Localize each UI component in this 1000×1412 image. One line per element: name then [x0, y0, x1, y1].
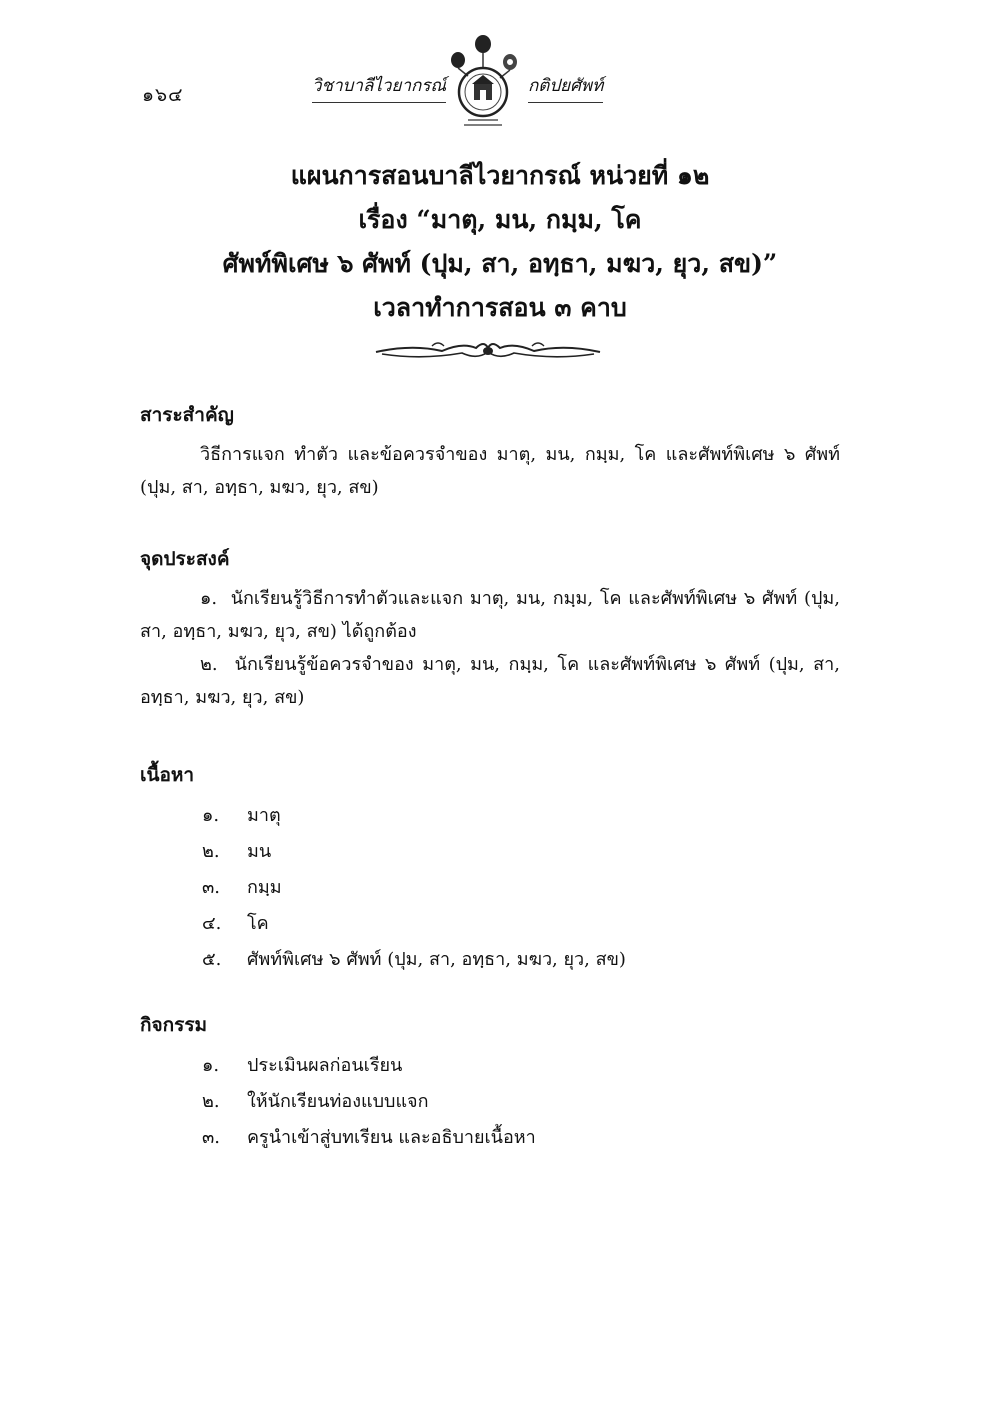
activities-section: [140, 1010, 840, 1156]
objective-2: [140, 648, 840, 714]
objective-item: [140, 582, 840, 714]
list-item: [140, 1084, 840, 1120]
list-item: [140, 834, 840, 870]
activity-2-number: ๒.: [202, 1091, 220, 1112]
content-3-number: ๓.: [202, 877, 221, 898]
running-header-left: วิชาบาลีไวยากรณ์: [312, 72, 446, 103]
content-section: [140, 760, 840, 978]
ornament-divider: [372, 338, 604, 364]
objective-2-text: นักเรียนรู้ข้อควรจำของ มาตุ, มน, กมฺม, โค และศัพท์พิเศษ ๖ ศัพท์ (ปุม, สา, อทฺธา, มฆว, ยุว, สข): [140, 654, 840, 708]
activities-list: [140, 1048, 840, 1156]
essence-text: วิธีการแจก ทำตัว และข้อควรจำของ มาตุ, มน, กมฺม, โค และศัพท์พิเศษ ๖ ศัพท์ (ปุม, สา, อทฺธา, มฆว, ยุว, สข): [140, 444, 840, 498]
activity-2-text: ให้นักเรียนท่องแบบแจก: [247, 1091, 429, 1112]
activity-1-number: ๑.: [202, 1055, 220, 1076]
essence-section: [140, 400, 840, 504]
title-line-1: แผนการสอนบาลีไวยากรณ์ หน่วยที่ ๑๒: [290, 161, 710, 190]
objective-1-number: ๑.: [200, 588, 218, 609]
content-2-number: ๒.: [202, 841, 220, 862]
objectives-section: [140, 544, 840, 714]
essence-heading: สาระสำคัญ: [140, 404, 234, 426]
content-4-text: โค: [247, 913, 269, 934]
objectives-heading: จุดประสงค์: [140, 548, 230, 570]
list-item: [140, 1120, 840, 1156]
title-block: [150, 154, 850, 330]
emblem-logo: [438, 34, 528, 130]
content-5-text: ศัพท์พิเศษ ๖ ศัพท์ (ปุม, สา, อทฺธา, มฆว, ยุว, สข): [247, 949, 626, 970]
activity-3-number: ๓.: [202, 1127, 221, 1148]
title-line-4: เวลาทำการสอน ๓ คาบ: [373, 293, 627, 322]
content-3-text: กมฺม: [247, 877, 282, 898]
content-heading: เนื้อหา: [140, 764, 195, 786]
content-1-text: มาตุ: [247, 805, 281, 826]
objective-1-text: นักเรียนรู้วิธีการทำตัวและแจก มาตุ, มน, กมฺม, โค และศัพท์พิเศษ ๖ ศัพท์ (ปุม, สา, อทฺธา, มฆว, ยุว, สข) ได้ถูกต้อง: [140, 588, 840, 642]
list-item: [140, 906, 840, 942]
content-list: [140, 798, 840, 978]
list-item: [140, 942, 840, 978]
title-line-3: ศัพท์พิเศษ ๖ ศัพท์ (ปุม, สา, อทฺธา, มฆว, ยุว, สข)”: [222, 249, 778, 278]
activity-3-text: ครูนำเข้าสู่บทเรียน และอธิบายเนื้อหา: [247, 1127, 536, 1148]
objective-2-number: ๒.: [200, 654, 218, 675]
activity-1-text: ประเมินผลก่อนเรียน: [247, 1055, 403, 1076]
list-item: [140, 870, 840, 906]
content-5-number: ๕.: [202, 949, 222, 970]
list-item: [140, 1048, 840, 1084]
running-header-right: กติปยศัพท์: [528, 72, 603, 103]
title-line-2: เรื่อง “มาตุ, มน, กมฺม, โค: [358, 205, 642, 234]
content-1-number: ๑.: [202, 805, 220, 826]
content-2-text: มน: [247, 841, 272, 862]
content-4-number: ๔.: [202, 913, 222, 934]
activities-heading: กิจกรรม: [140, 1014, 208, 1036]
list-item: [140, 798, 840, 834]
objective-1: [140, 582, 840, 648]
page-number: ๑๖๔: [142, 84, 184, 106]
